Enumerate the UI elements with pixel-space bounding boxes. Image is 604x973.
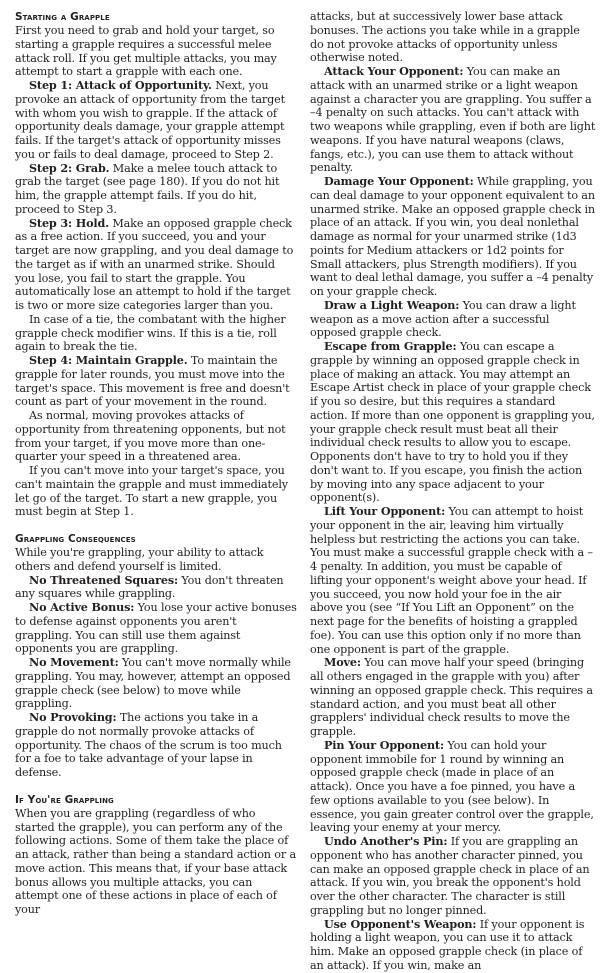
- paragraph-term: No Provoking:: [29, 710, 117, 724]
- paragraph-no-provoking: [15, 711, 297, 780]
- paragraph-term: Undo Another's Pin:: [324, 834, 448, 848]
- paragraph-tie: [15, 313, 297, 354]
- paragraph-moving: [15, 409, 297, 464]
- paragraph-text: In case of a tie, the combatant with the higher grapple check modifier wins. If this is a tie, roll again to break the tie.: [15, 312, 286, 354]
- paragraph-text: You can make an attack with an unarmed strike or a light weapon against a character you are grappling. You suffer a –4 penalty on such attacks. You can't attack with two weapons while grappling, even if both are light weapons. If you have natural weapons (claws, fangs, etc.), you can use them to attack without penalty.: [310, 65, 596, 175]
- paragraph-escape-from-grapple: [310, 340, 596, 505]
- paragraph-text: Make an opposed grapple check as a free action. If you succeed, you and your target are now grappling, and you deal damage to the target as if with an unarmed strike. Should you lose, you fail to start the grapple. You automatically lose an attempt to hold if the target is two or more size categories larger than you.: [15, 216, 294, 312]
- paragraph-text: When you are grappling (regardless of who started the grapple), you can perform any of the following actions. Some of them take the place of an attack, rather than being a standard action or a move action. This means that, if your base attack bonus allows you multiple attacks, you can attempt one of these actions in place of each of your: [15, 806, 296, 916]
- paragraph-text: Make a melee touch attack to grab the target (see page 180). If you do not hit him, the grapple attempt fails. If you do hit, proceed to Step 3.: [15, 161, 280, 216]
- paragraph-attack-your-opponent: [310, 65, 596, 175]
- paragraph-term: Move:: [324, 655, 361, 670]
- paragraph-text: First you need to grab and hold your target, so starting a grapple requires a successful melee attack roll. If you get multiple attacks, you may attempt to start a grapple with each one.: [15, 24, 277, 79]
- paragraph-text: If your opponent is holding a light weapon, you can use it to attack him. Make an opposed grapple check (in place of an attack). If you win, make an: [310, 917, 585, 972]
- paragraph-text: Next, you provoke an attack of opportunity from the target with whom you wish to grapple. If the attack of opportunity deals damage, your grapple attempt fails. If the target's attack of opportunity misses you or fails to deal damage, proceed to Step 2.: [15, 79, 285, 161]
- paragraph-undo-anothers-pin: [310, 835, 596, 918]
- paragraph-term: Pin Your Opponent:: [324, 737, 444, 752]
- paragraph-text: You can attempt to hoist your opponent in the air, leaving him virtually helpless but restricting the actions you can take. You must make a successful grapple check with a –4 penalty. In addition, you must be capable of lifting your opponent's weight above your head. If you succeed, you now hold your foe in the air above you (see “If You Lift an Opponent” on the next page for the benefits of hoisting a grappled foe). You can use this option only if no more than one opponent is part of the grapple.: [310, 505, 593, 656]
- section-heading-starting-a-grapple: Starting a Grapple: [15, 11, 110, 23]
- paragraph: [15, 546, 297, 574]
- paragraph-text: You can escape a grapple by winning an opposed grapple check in place of making an attack. You may attempt an Escape Artist check in place of your grapple check if you so desire, but this requires a standard action. If more than one opponent is grappling you, your grapple check result must beat all their individual check results to allow you to escape. Opponents don't have to try to hold you if they don't want to. If you escape, you finish the action by moving into any space adjacent to your opponent(s).: [310, 340, 595, 505]
- paragraph-move: [310, 656, 596, 739]
- paragraph-no-threatened-squares: [15, 574, 297, 602]
- paragraph-term: Step 2: Grab.: [29, 160, 110, 175]
- paragraph-text: If you can't move into your target's space, you can't maintain the grapple and must immediately let go of the target. To start a new grapple, you must begin at Step 1.: [15, 464, 288, 519]
- paragraph-text: attacks, but at successively lower base attack bonuses. The actions you take while in a grapple do not provoke attacks of opportunity unless otherwise noted.: [310, 10, 580, 65]
- paragraph-no-movement: [15, 656, 297, 711]
- paragraph-term: Step 4: Maintain Grapple.: [29, 353, 188, 367]
- paragraph-text: You can draw a light weapon as a move action after a successful opposed grapple check.: [310, 298, 576, 340]
- paragraph-term: Lift Your Opponent:: [324, 504, 446, 518]
- paragraph-pin-your-opponent: [310, 739, 596, 835]
- paragraph-text: You don't threaten any squares while grappling.: [15, 573, 284, 601]
- paragraph-cant-move: [15, 464, 297, 519]
- paragraph-step-3: [15, 217, 297, 313]
- paragraph-continued: [310, 10, 596, 65]
- right-column: [310, 10, 596, 973]
- paragraph-step-2: [15, 162, 297, 217]
- paragraph-no-active-bonus: [15, 601, 297, 656]
- section-heading-grappling-consequences: Grappling Consequences: [15, 533, 136, 545]
- paragraph-term: Escape from Grapple:: [324, 339, 457, 353]
- paragraph-text: You lose your active bonuses to defense against opponents you aren't grappling. You can still use them against opponents you are grappling.: [15, 601, 297, 656]
- paragraph-term: Use Opponent's Weapon:: [324, 916, 477, 931]
- paragraph-draw-a-light-weapon: [310, 299, 596, 340]
- paragraph-term: Step 3: Hold.: [29, 215, 109, 230]
- paragraph-lift-your-opponent: [310, 505, 596, 656]
- paragraph-term: Draw a Light Weapon:: [324, 297, 460, 312]
- paragraph-step-4: [15, 354, 297, 409]
- paragraph-text: While grappling, you can deal damage to your opponent equivalent to an unarmed strike. Make an opposed grapple check in place of an attack. If you win, you deal nonlethal damage as normal for your unarmed strike (1d3 points for Medium attackers or 1d2 points for Small attackers, plus Strength modifiers). If you want to deal lethal damage, you suffer a –4 penalty on your grapple check.: [310, 175, 595, 298]
- paragraph-term: No Active Bonus:: [29, 600, 135, 614]
- paragraph-step-1: [15, 79, 297, 162]
- paragraph-term: Damage Your Opponent:: [324, 174, 474, 188]
- paragraph-term: No Threatened Squares:: [29, 572, 178, 587]
- paragraph-term: No Movement:: [29, 655, 119, 669]
- paragraph-text: If you are grappling an opponent who has another character pinned, you can make an opposed grapple check in place of an attack. If you win, you break the opponent's hold over the other character. The character is still grappling but no longer pinned.: [310, 835, 590, 917]
- paragraph-text: As normal, moving provokes attacks of opportunity from threatening opponents, but not from your target, if you move more than one-quarter your speed in a threatened area.: [15, 409, 286, 464]
- paragraph-use-opponents-weapon: [310, 918, 596, 973]
- paragraph-text: You can move half your speed (bringing all others engaged in the grapple with you) after winning an opposed grapple check. This requires a standard action, and you must beat all other grapplers' individual check results to move the grapple.: [310, 656, 593, 738]
- paragraph-text: The actions you take in a grapple do not normally provoke attacks of opportunity. The chaos of the scrum is too much for a foe to take advantage of your lapse in defense.: [15, 711, 282, 779]
- paragraph-damage-your-opponent: [310, 175, 596, 299]
- paragraph-term: Attack Your Opponent:: [324, 64, 464, 78]
- paragraph-text: You can't move normally while grappling. You may, however, attempt an opposed grapple check (see below) to move while grappling.: [15, 656, 291, 711]
- paragraph: [15, 807, 297, 917]
- paragraph-text: You can hold your opponent immobile for 1 round by winning an opposed grapple check (made in place of an attack). Once you have a foe pinned, you have a few options available to you (see below). In essence, you gain greater control over the grapple, leaving your enemy at your mercy.: [310, 738, 594, 835]
- section-heading-if-youre-grappling: If You're Grappling: [15, 793, 114, 806]
- paragraph-term: Step 1: Attack of Opportunity.: [29, 78, 212, 92]
- paragraph: [15, 24, 297, 79]
- left-column: [15, 10, 297, 917]
- paragraph-text: While you're grappling, your ability to attack others and defend yourself is limited.: [15, 546, 264, 573]
- paragraph-text: To maintain the grapple for later rounds, you must move into the target's space. This movement is free and doesn't count as part of your movement in the round.: [15, 354, 290, 409]
